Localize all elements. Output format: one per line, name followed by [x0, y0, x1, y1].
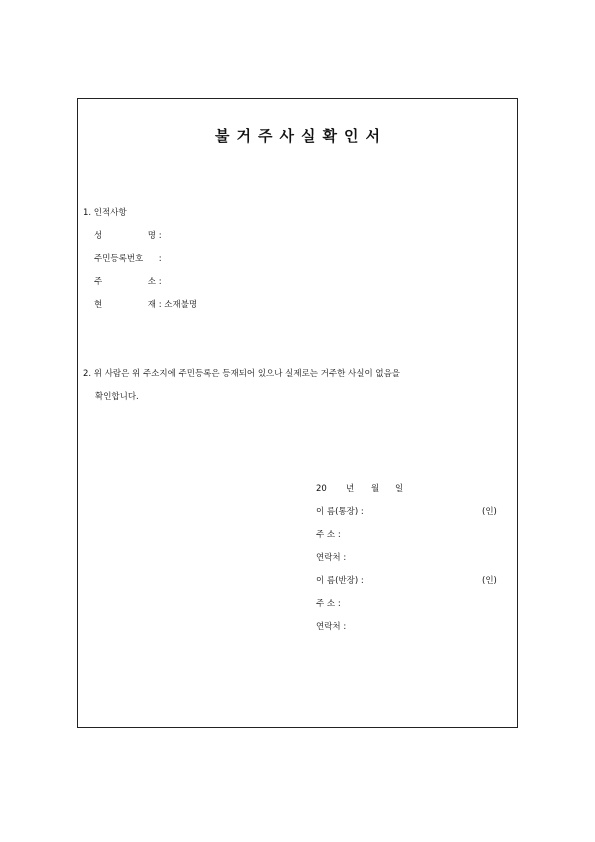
section1-heading: 1. 인적사항: [83, 208, 127, 218]
tong-name-label: 이 름(통장) :: [316, 507, 364, 517]
field-rrn-label: 주민등록번호: [94, 254, 144, 264]
field-status-label-b: 재: [147, 300, 156, 310]
ban-name-label: 이 름(반장) :: [316, 576, 364, 586]
ban-address-label: 주 소 :: [316, 599, 341, 609]
document-title: 불거주사실확인서: [215, 127, 387, 145]
field-status-label: [94, 300, 156, 311]
field-address-label-a: 주: [94, 277, 103, 287]
field-address-colon: :: [158, 277, 162, 287]
date-year-prefix: 20: [316, 484, 327, 494]
date-day-unit: 일: [395, 484, 404, 494]
field-name-colon: :: [158, 231, 162, 241]
ban-contact-label: 연락처 :: [316, 622, 347, 632]
tong-seal: (인): [482, 507, 497, 517]
field-address-label-b: 소: [147, 277, 156, 287]
field-name-label: [94, 231, 156, 242]
date-year-unit: 년: [346, 484, 355, 494]
date-line: [316, 484, 403, 495]
tong-contact-label: 연락처 :: [316, 553, 347, 563]
section2-line2: 확인합니다.: [95, 392, 139, 402]
field-name-row: [94, 231, 162, 242]
tong-address-label: 주 소 :: [316, 530, 341, 540]
section2-line1: 2. 위 사람은 위 주소지에 주민등록은 등재되어 있으나 실제로는 거주한 사실이 없음을: [83, 369, 401, 379]
field-status-value: 소재불명: [164, 300, 198, 310]
field-status-label-a: 현: [94, 300, 103, 310]
field-rrn-colon: :: [158, 254, 162, 264]
field-address-label: [94, 277, 156, 288]
date-month-unit: 월: [371, 484, 380, 494]
field-address-row: [94, 277, 162, 288]
document-frame: [77, 98, 518, 728]
field-rrn-row: [94, 254, 162, 265]
field-name-label-a: 성: [94, 231, 103, 241]
ban-seal: (인): [482, 576, 497, 586]
field-status-colon: :: [158, 300, 162, 310]
field-status-row: [94, 300, 197, 311]
field-name-label-b: 명: [147, 231, 156, 241]
